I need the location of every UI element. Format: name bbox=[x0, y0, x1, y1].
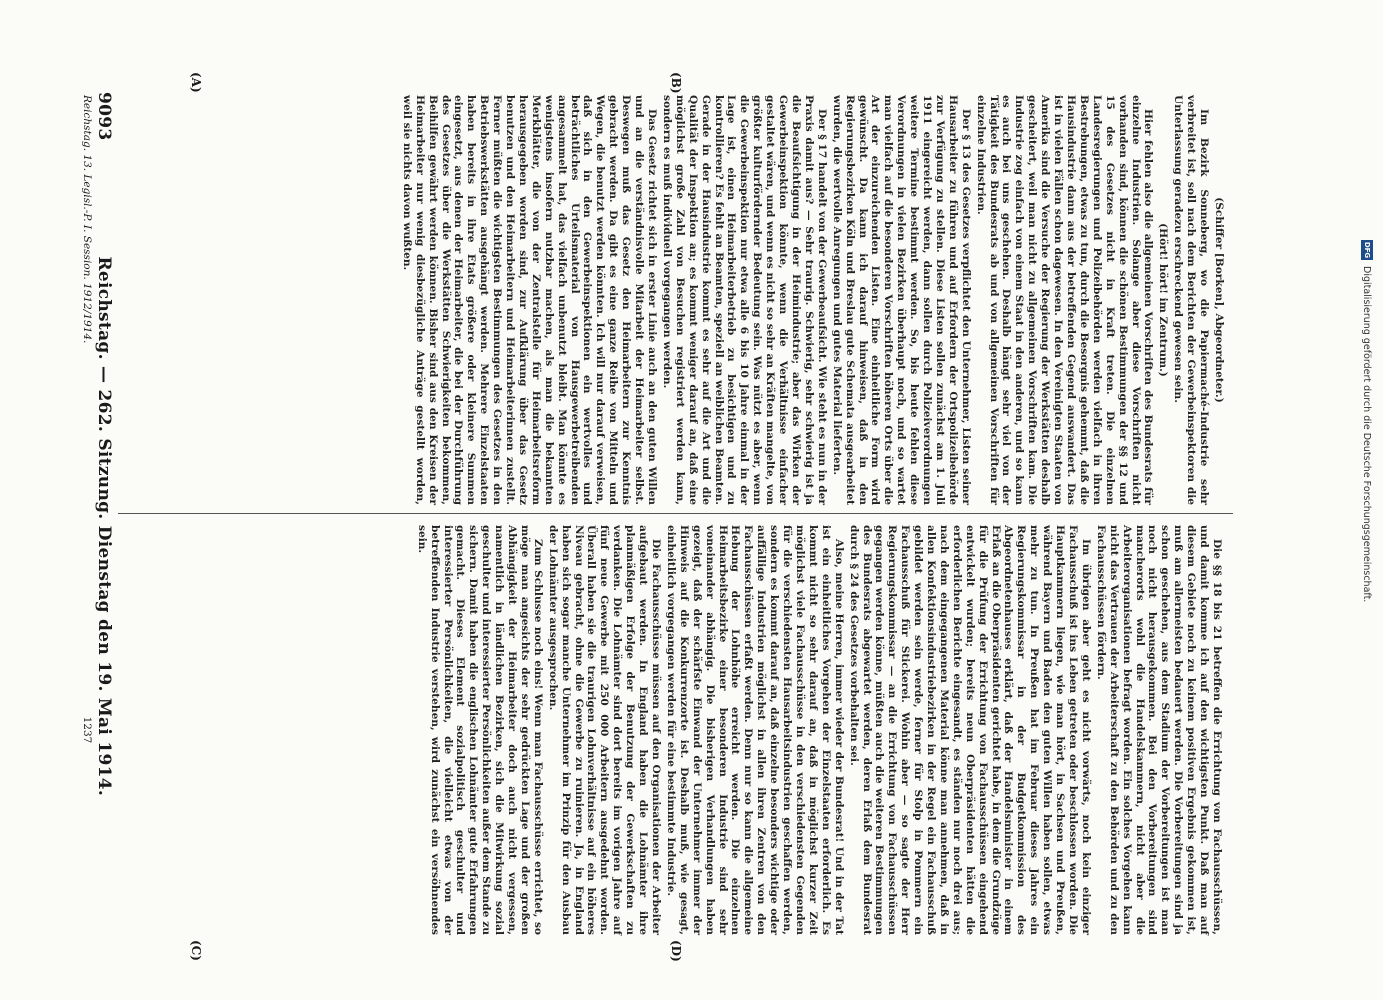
paragraph: (Hört! hört! im Zentrum.) bbox=[1157, 223, 1170, 377]
footer-sheet-number: 1237 bbox=[81, 716, 93, 744]
margin-marker-a: (A) bbox=[189, 72, 203, 93]
speaker-line: (Schiffer [Borken], Abgeordneter.) bbox=[1213, 197, 1225, 403]
paragraph: Die §§ 18 bis 21 betreffen die Errichtung von Fachausschüssen, und damit komme ich auf den wichtigsten Punkt. Daß man auf diesem Gebiete noch zu keinem positiven Ergebnis gekommen ist, muß am allermeisten bedauert werden. Die Vorbereitungen sind ja schon geschehen, aus dem Stadium der Vorbereitungen ist man noch nicht herausgekommen. Bei den Vorbereitungen sind mancherorts wohl die Handelskammern, nicht aber die Arbeiterorganisationen befragt worden. Ein solches Vorgehen kann nicht das Vertrauen der Arbeiterschaft zu den Behörden und zu den Fachausschüssen fördern. bbox=[1094, 525, 1223, 935]
credit-text: Digitalisierung gefördert durch die Deutsche Forschungsgemeinschaft. bbox=[1361, 266, 1373, 603]
left-paragraphs bbox=[400, 95, 1210, 505]
margin-marker-d: (D) bbox=[669, 940, 683, 962]
paragraph: Zum Schlusse noch eins! Wenn man Fachausschüsse errichtet, so möge man angesichts der sehr gedrückten Lage und der großen Abhängigkeit der Heimarbeiter doch auch nicht vergessen, namentlich in ländlichen Bezirken, sich die Mitwirkung sozial geschulter und interessierter Persönlichkeiten außer dem Stande zu sichern. Damit haben die englischen Lohnämter gute Erfahrungen gemacht. Dieses Element sozialpolitisch geschulter und interessierter Persönlichkeiten, die vielleicht etwas von der betreffenden Industrie verstehen, wird zunächst ein versöhnendes sein. bbox=[415, 525, 544, 935]
left-text-column bbox=[398, 95, 1225, 505]
paragraph: Das Gesetz richtet sich in erster Linie auch an den guten Willen und an die verständnisvolle Mitarbeit der Heimarbeiter selbst. Deswegen muß das Gesetz den Heimarbeitern zur Kenntnis gebracht werden. Da gibt es eine ganze Reihe von Mitteln und Wegen, die benutzt werden könnten. Ich will nur darauf verweisen, daß sich in den Gewerbeinspektionen ein wertvolles und beträchtliches Urteilsmaterial von Hausgewerbetreibenden angesammelt hat, das vielfach unbenutzt bleibt. Man könnte es wenigstens insofern nutzbar machen, als man die bekannten Merkblätter, die von der Zentralstelle für Heimarbeitsreform herausgegeben worden sind, zur Aufklärung über das Gesetz benutzen und den Heimarbeitern und Heimarbeiterinnen zustellt. Ferner müßten die wichtigsten Bestimmungen des Gesetzes in den Betriebswerkstätten ausgehängt werden. Mehrere Einzelstaaten haben bereits in ihre Etats größere oder kleinere Summen eingesetzt, aus denen der Heimarbeiter, die bei der Durchführung des Gesetzes über die Werkstätten Schwierigkeiten bekommen, Beihilfen gewährt werden können. Bisher sind aus den Kreisen der Heimarbeiter nur wenig diesbezügliche Anträge gestellt worden, weil sie nichts davon wußten. bbox=[400, 95, 659, 505]
paragraph: Der § 17 handelt von der Gewerbeaufsicht. Wie steht es nun in der Praxis damit aus? — Sehr traurig. Schwierig, sehr schwierig ist ja die Beaufsichtigung in der Heimindustrie; aber das Wirken der Gewerbeinspektion könnte, wenn die Verhältnisse einfacher gestaltet wären, und wenn es nicht so sehr an Kräften mangelte, von größter kulturfördernder Bedeutung sein. Was nützt es aber, wenn die Gewerbeinspektion nur etwa alle 6 bis 10 Jahre einmal in der Lage ist, einen Heimarbeiterbetrieb zu besichtigen und zu kontrollieren? Es fehlt an Beamten, speziell an weiblichen Beamten. Gerade in der Hausindustrie kommt es sehr auf die Art und die Qualität der Inspektion an; es kommt weniger darauf an, daß eine möglichst große Zahl von Besuchen registriert werden kann, sondern es muß individuell vorgegangen werden. bbox=[660, 95, 828, 505]
header-page-number: 9093 bbox=[94, 92, 114, 141]
dfg-logo: DFG bbox=[1363, 241, 1371, 259]
paragraph: Der § 13 des Gesetzes verpflichtet den Unternehmer, Listen seiner Hausarbeiter zu führen und auf Erfordern der Ortspolizeibehörde zur Verfügung zu stellen. Diese Listen sollen zunächst am 1. Juli 1911 eingereicht werden, dann sollen durch Polizeiverordnungen weitere Termine bestimmt werden. So, bis heute fehlen diese Verordnungen in vielen Bezirken überhaupt noch, und so wartet man vielfach auf die besonderen Vorschriften höheren Orts über die Art der einzureichenden Listen. Eine einheitliche Form wird gewünscht. Da kann ich darauf hinweisen, daß in den Regierungsbezirken Köln und Breslau gute Schemata ausgearbeitet wurden, die wertvolle Anregungen und gutes Material lieferten. bbox=[830, 95, 972, 505]
page-header bbox=[90, 92, 118, 912]
footer-session-info: Reichstag. 13. Legisl.-P. I. Session. 1912/1914. bbox=[81, 95, 93, 344]
margin-marker-b: (B) bbox=[669, 72, 683, 94]
margin-marker-c: (C) bbox=[189, 940, 203, 961]
paragraph: Die Fachausschüsse müssen auf den Organisationen der Arbeiter aufgebaut werden. In England haben die Lohnämter ihre planmäßigen Erfolge der Benutzung der Gewerkschaften zu verdanken. Die Lohnämter sind dort bereits im vorigen Jahre auf fünf neue Gewerbe mit 250 000 Arbeitern ausgedehnt worden. Überall haben sie die traurigen Lohnverhältnisse auf ein höheres Niveau gebracht, ohne die Gewerbe zu ruinieren. Ja, in England haben sich sogar manche Unternehmer im Prinzip für den Ausbau der Lohnämter ausgesprochen. bbox=[546, 525, 663, 935]
right-text-column bbox=[413, 525, 1223, 935]
header-title: Reichstag. — 262. Sitzung. Dienstag den 19. Mai 1914. bbox=[94, 256, 114, 797]
paragraph: Im übrigen aber geht es nicht vorwärts, noch kein einziger Fachausschuß ist ins Leben getreten oder beschlossen worden. Die Hauptkammern liegen, wie man hört, in Sachsen und Preußen, während Bayern und Baden den guten Willen haben sollen, etwas mehr zu tun. In Preußen hat im Februar dieses Jahres ein Regierungskommissar in der Budgetkommission des Abgeordnetenhauses erklärt, daß der Handelsminister in einem Erlaß an die Oberpräsidenten gerichtet habe, in dem die Grundzüge für die Prüfung der Errichtung von Fachausschüssen eingehend entwickelt wurden; bereits neun Oberpräsidenten hätten die erforderlichen Berichte eingesandt, es ständen nur noch drei aus; nach dem eingegangenen Material könne man annehmen, daß in allen Konfektionsindustriebezirken in der Regel ein Fachausschuß gebildet werden sein werde, ferner für Stolp in Pommern ein Fachausschuß für Stickerei. Wohin aber — so sagte der Herr Regierungskommissar — an die Errichtung von Fachausschüssen gegangen werden könne, müßten auch die weiteren Bestimmungen des Bundesrats abgewartet werden, deren Erlaß dem Bundesrat durch § 24 des Gesetzes vorbehalten sei. bbox=[847, 525, 1092, 935]
paragraph: Im Bezirk Sonneberg, wo die Papiermaché-Industrie sehr verbreitet ist, soll nach dem Berichten der Gewerbeinspektoren die Unterlassung geradezu erschreckend gewesen sein. bbox=[1172, 95, 1211, 505]
digitization-credit bbox=[1361, 240, 1373, 1000]
column-divider bbox=[118, 513, 1233, 514]
right-paragraphs bbox=[415, 525, 1223, 935]
paragraph: Also, meine Herren, immer wieder der Bundesrat! Und in der Tat ist ein einheitliches Vorgehen der Einzelstaaten erforderlich. Es kommt nicht so sehr darauf an, daß in möglichst kurzer Zeit möglichst viele Fachausschüsse in den verschiedensten Gegenden für die verschiedensten Hausarbeitsindustrien geschaffen werden, sondern es kommt darauf an, daß einzelne besonders wichtige oder auffällige Industrien möglichst in allen ihren Zentren von den Fachausschüssen erfaßt werden. Denn nur so kann die allgemeine Hebung der Lohnhöhe erreicht werden. Die einzelnen Heimarbeitsbezirke einer besonderen Industrie sind sehr voneinander abhängig. Die bisherigen Verhandlungen haben gezeigt, daß der schärfste Einwand der Unternehmer immer der Hinweis auf die Konkurrenzorte ist. Deshalb muß, wie gesagt, einheitlich vorgegangen werden für eine bestimmte Industrie. bbox=[664, 525, 845, 935]
paragraph: Hier fehlen also die allgemeinen Vorschriften des Bundesrats für einzelne Industrien. Solange aber diese Vorschriften nicht vorhanden sind, können die schönen Bestimmungen der §§ 12 und 15 des Gesetzes nicht in Kraft treten. Die einzelnen Landesregierungen und Polizeibehörden werden vielfach in ihren Bestrebungen, etwas zu tun, durch die Besorgnis gehemmt, daß die Hausindustrie dann aus der betreffenden Gegend auswandert. Das ist in vielen Fällen schon dagewesen. In den Vereinigten Staaten von Amerika sind die Versuche der Regierung der Werkstätten deshalb gescheitert, weil man nicht zu allgemeinen Vorschriften kam. Die Industrie zog einfach von einem Staat in den anderen, und so kann es auch bei uns geschehen. Deshalb hängt sehr viel von der Tätigkeit des Bundesrats ab und von allgemeinen Vorschriften für einzelne Industrien. bbox=[974, 95, 1155, 505]
